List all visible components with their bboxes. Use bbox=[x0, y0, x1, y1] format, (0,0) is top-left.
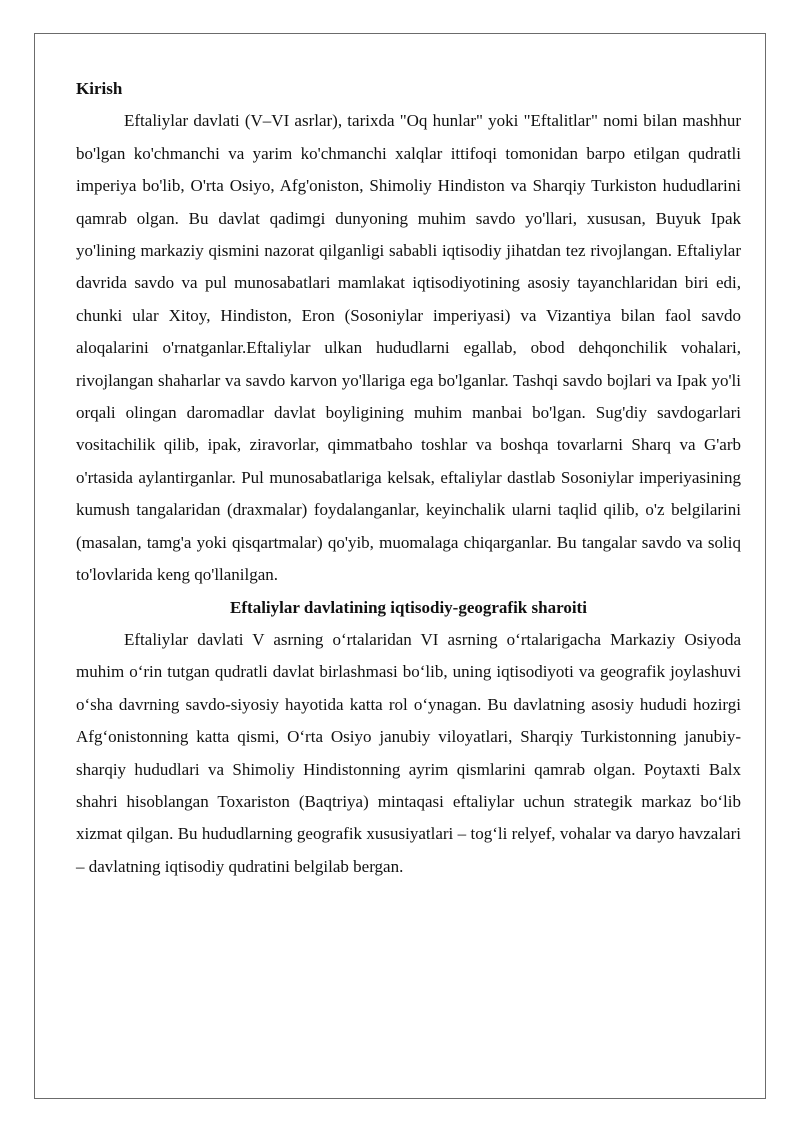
section-paragraph: Eftaliylar davlati V asrning o‘rtalaridan VI asrning o‘rtalarigacha Markaziy Osiyoda muhim o‘rin tutgan qudratli davlat birlashmasi bo‘lib, uning iqtisodiyoti va geografik joylashuvi o‘sha davrning savdo-siyosiy hayotida katta rol o‘ynagan. Bu davlatning asosiy hududi hozirgi Afg‘onistonning katta qismi, O‘rta Osiyo janubiy viloyatlari, Sharqiy Turkistonning janubiy-sharqiy hududlari va Shimoliy Hindistonning ayrim qismlarini qamrab olgan. Poytaxti Balx shahri hisoblangan Toxariston (Baqtriya) mintaqasi eftaliylar uchun strategik markaz bo‘lib xizmat qilgan. Bu hududlarning geografik xususiyatlari – tog‘li relyef, vohalar va daryo havzalari – davlatning iqtisodiy qudratini belgilab bergan. bbox=[76, 629, 741, 876]
intro-heading: Kirish bbox=[76, 79, 123, 98]
document-body bbox=[76, 73, 741, 883]
intro-paragraph: Eftaliylar davlati (V–VI asrlar), tarixda "Oq hunlar" yoki "Eftalitlar" nomi bilan mashhur bo'lgan ko'chmanchi va yarim ko'chmanchi xalqlar ittifoqi tomonidan barpo etilgan qudratli imperiya bo'lib, O'rta Osiyo, Afg'oniston, Shimoliy Hindiston va Sharqiy Turkiston hududlarini qamrab olgan. Bu davlat qadimgi dunyoning muhim savdo yo'llari, xususan, Buyuk Ipak yo'lining markaziy qismini nazorat qilganligi sababli iqtisodiy jihatdan tez rivojlangan. Eftaliylar davrida savdo va pul munosabatlari mamlakat iqtisodiyotining asosiy tayanchlaridan biri edi, chunki ular Xitoy, Hindiston, Eron (Sosoniylar imperiyasi) va Vizantiya bilan faol savdo aloqalarini o'rnatganlar.Eftaliylar ulkan hududlarni egallab, obod dehqonchilik vohalari, rivojlangan shaharlar va savdo karvon yo'llariga ega bo'lganlar. Tashqi savdo bojlari va Ipak yo'li orqali olingan daromadlar davlat boyligining muhim manbai bo'lgan. Sug'diy savdogarlari vositachilik qilib, ipak, ziravorlar, qimmatbaho toshlar va boshqa tovarlarni Sharq va G'arb o'rtasida aylantirganlar. Pul munosabatlariga kelsak, eftaliylar dastlab Sosoniylar imperiyasining kumush tangalaridan (draxmalar) foydalanganlar, keyinchalik ularni taqlid qilib, o'z belgilarini (masalan, tamg'a yoki qisqartmalar) qo'yib, muomalaga chiqarganlar. Bu tangalar savdo va soliq to'lovlarida keng qo'llanilgan. bbox=[76, 111, 741, 585]
section-heading: Eftaliylar davlatining iqtisodiy-geografik sharoiti bbox=[230, 597, 587, 617]
